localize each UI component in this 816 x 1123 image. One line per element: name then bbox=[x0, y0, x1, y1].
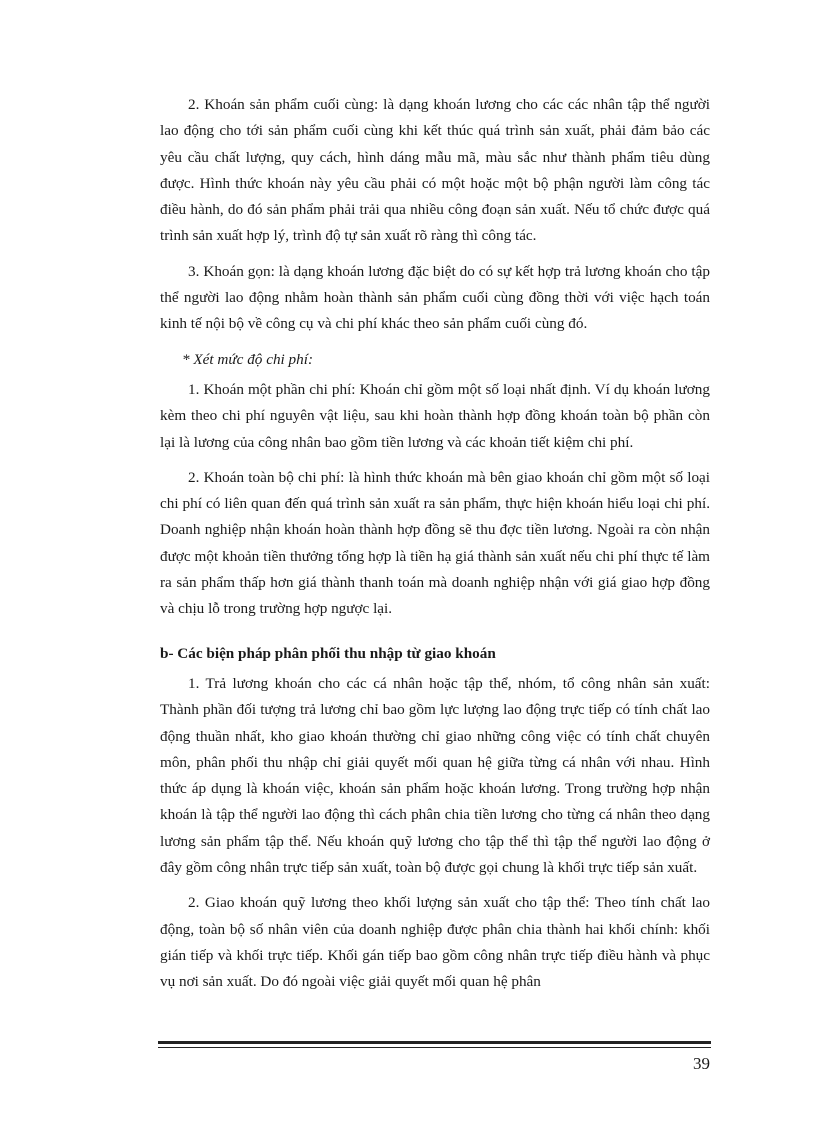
footer-rule-thin bbox=[158, 1047, 711, 1048]
section-heading: b- Các biện pháp phân phối thu nhập từ giao khoán bbox=[160, 644, 496, 662]
footer-rule-thick bbox=[158, 1041, 711, 1044]
page-number: 39 bbox=[693, 1054, 710, 1073]
paragraph-collective-wage-fund: 2. Giao khoán quỹ lương theo khối lượng sản xuất cho tập thể: Theo tính chất lao động, toàn bộ số nhân viên của doanh nghiệp được phân chia thành hai khối chính: khối gián tiếp và khối trực tiếp. Khối gán tiếp bao gồm công nhân trực tiếp điều hành và phục vụ nơi sản xuất. Do đó ngoài việc giải quyết mối quan hệ phân bbox=[160, 894, 710, 991]
paragraph-partial-cost-contract: 1. Khoán một phần chi phí: Khoán chỉ gồm một số loại nhất định. Ví dụ khoán lương kèm theo chi phí nguyên vật liệu, sau khi hoàn thành hợp đồng khoán toàn bộ phần còn lại là lương của công nhân bao gồm tiền lương và các khoản tiết kiệm chi phí. bbox=[160, 380, 710, 451]
page-body bbox=[160, 92, 710, 1005]
subheading-cost-level: * Xét mức độ chi phí: bbox=[182, 350, 314, 368]
paragraph-lump-sum-contract: 3. Khoán gọn: là dạng khoán lương đặc biệt do có sự kết hợp trả lương khoán cho tập thể người lao động nhằm hoàn thành sản phẩm cuối cùng đồng thời với việc hạch toán kinh tế nội bộ về công cụ và chi phí khác theo sản phẩm cuối cùng đó. bbox=[160, 262, 710, 333]
paragraph-final-product-contract: 2. Khoán sản phẩm cuối cùng: là dạng khoán lương cho các các nhân tập thể người lao động cho tới sản phẩm cuối cùng khi kết thúc quá trình sản xuất, phải đảm bảo các yêu cầu chất lượng, quy cách, hình dáng mẫu mã, màu sắc như thành phẩm tiêu dùng được. Hình thức khoán này yêu cầu phải có một hoặc một bộ phận người làm công tác điều hành, do đó sản phẩm phải trải qua nhiều công đoạn sản xuất. Nếu tổ chức được quá trình sản xuất hợp lý, trình độ tự sản xuất rõ ràng thì công tác. bbox=[160, 96, 710, 245]
paragraph-full-cost-contract: 2. Khoán toàn bộ chi phí: là hình thức khoán mà bên giao khoán chỉ gồm một số loại chi phí có liên quan đến quá trình sản xuất ra sản phẩm, thực hiện khoán hiểu loại chi phí. Doanh nghiệp nhận khoán hoàn thành hợp đồng sẽ thu đợc tiền lương. Ngoài ra còn nhận được một khoản tiền thưởng tổng hợp là tiền hạ giá thành sản xuất nếu chi phí thực tế làm ra sản phẩm thấp hơn giá thành thanh toán mà doanh nghiệp nhận với giá giao hợp đồng và chịu lỗ trong trường hợp ngược lại. bbox=[160, 468, 710, 618]
paragraph-individual-piece-wage: 1. Trả lương khoán cho các cá nhân hoặc tập thể, nhóm, tổ công nhân sản xuất: Thành phần đối tượng trả lương chỉ bao gồm lực lượng lao động trực tiếp có tính chất lao động thuần nhất, kho giao khoán thường chỉ giao những công việc có tính chất chuyên môn, phân phối thu nhập chỉ giải quyết mối quan hệ giữa từng cá nhân với nhau. Hình thức áp dụng là khoán việc, khoán sản phẩm hoặc khoán lương. Trong trường hợp nhận khoán là tập thể người lao động thì cách phân chia tiền lương cho từng cá nhân theo dạng lương sản phẩm tập thể. Nếu khoán quỹ lương cho tập thể thì tập thể người lao động ở đây gồm công nhân trực tiếp sản xuất, toàn bộ được gọi chung là khối trực tiếp sản xuất. bbox=[160, 674, 710, 877]
